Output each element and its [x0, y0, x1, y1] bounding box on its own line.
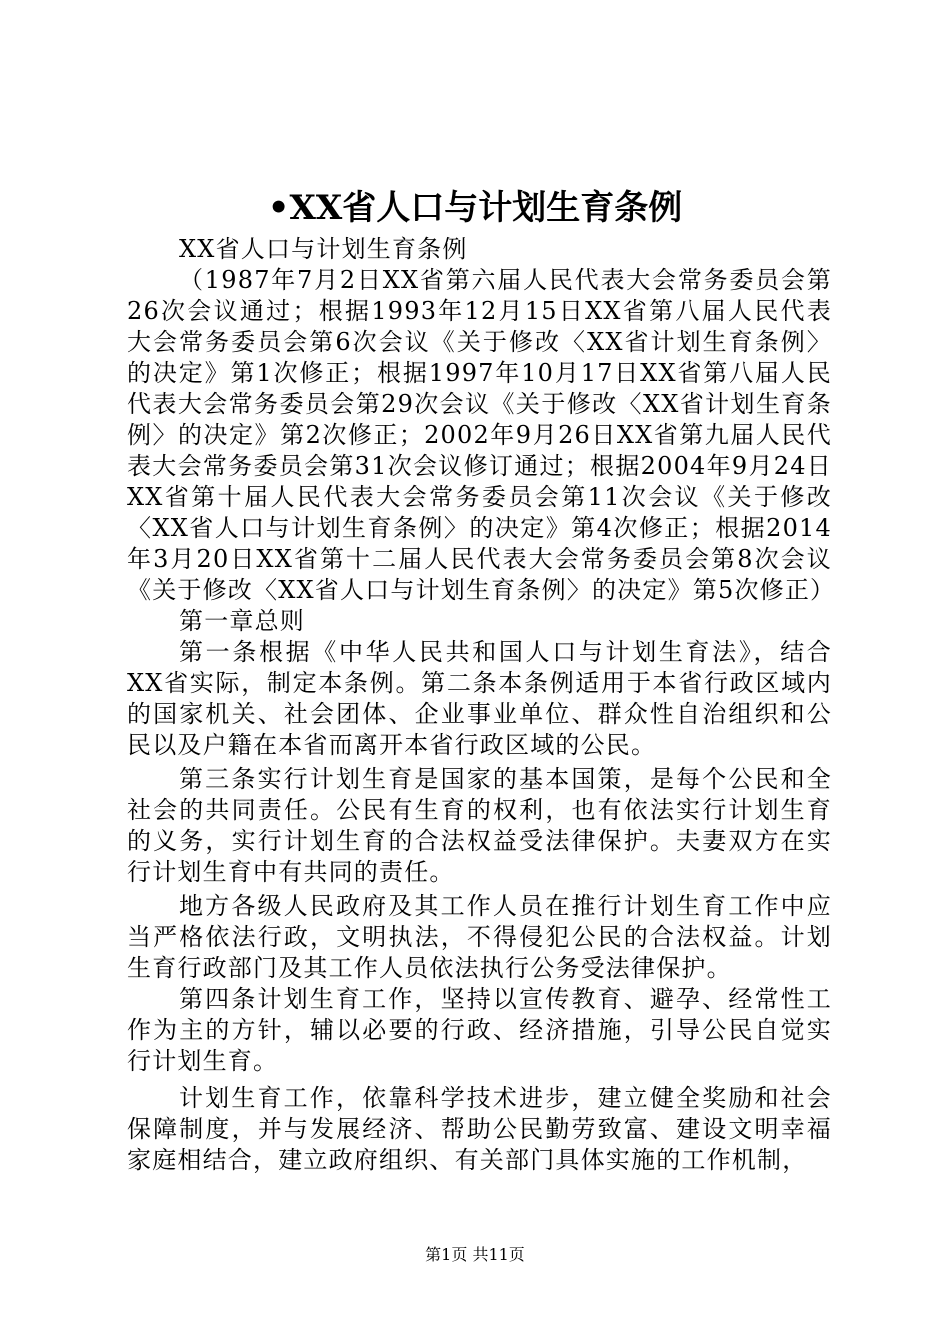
amendment-history-paragraph: （1987年7月2日XX省第六届人民代表大会常务委员会第26次会议通过；根据1993年12月15日XX省第八届人民代表大会常务委员会第6次会议《关于修改〈XX省计划生育条例〉的决定》第1次修正；根据1997年10月17日XX省第八届人民代表大会常务委员会第29次会议《关于修改〈XX省计划生育条例〉的决定》第2次修正；2002年9月26日XX省第九届人民代表大会常务委员会第31次会议修订通过；根据2004年9月24日XX省第十届人民代表大会常务委员会第11次会议《关于修改〈XX省人口与计划生育条例〉的决定》第4次修正；根据2014年3月20日XX省第十二届人民代表大会常务委员会第8次会议《关于修改〈XX省人口与计划生育条例〉的决定》第5次修正）	[127, 266, 836, 604]
subtitle-paragraph: XX省人口与计划生育条例	[179, 235, 468, 263]
document-title: •XX省人口与计划生育条例	[267, 188, 683, 228]
page-footer: 第1页 共11页	[425, 1245, 525, 1264]
article-3-paragraph: 第三条实行计划生育是国家的基本国策，是每个公民和全社会的共同责任。公民有生育的权利，也有依法实行计划生育的义务，实行计划生育的合法权益受法律保护。夫妻双方在实行计划生育中有共同的责任。	[127, 765, 832, 886]
article-4-continued-paragraph: 计划生育工作，依靠科学技术进步，建立健全奖励和社会保障制度，并与发展经济、帮助公民勤劳致富、建设文明幸福家庭相结合，建立政府组织、有关部门具体实施的工作机制，	[127, 1084, 832, 1174]
article-1-2-paragraph: 第一条根据《中华人民共和国人口与计划生育法》，结合XX省实际，制定本条例。第二条本条例适用于本省行政区域内的国家机关、社会团体、企业事业单位、群众性自治组织和公民以及户籍在本省而离开本省行政区域的公民。	[127, 638, 832, 759]
article-4-paragraph: 第四条计划生育工作，坚持以宣传教育、避孕、经常性工作为主的方针，辅以必要的行政、经济措施，引导公民自觉实行计划生育。	[127, 985, 832, 1075]
document-body	[127, 234, 836, 1176]
article-3-continued-paragraph: 地方各级人民政府及其工作人员在推行计划生育工作中应当严格依法行政，文明执法，不得侵犯公民的合法权益。计划生育行政部门及其工作人员依法执行公务受法律保护。	[127, 892, 832, 982]
chapter-heading: 第一章总则	[179, 607, 305, 635]
